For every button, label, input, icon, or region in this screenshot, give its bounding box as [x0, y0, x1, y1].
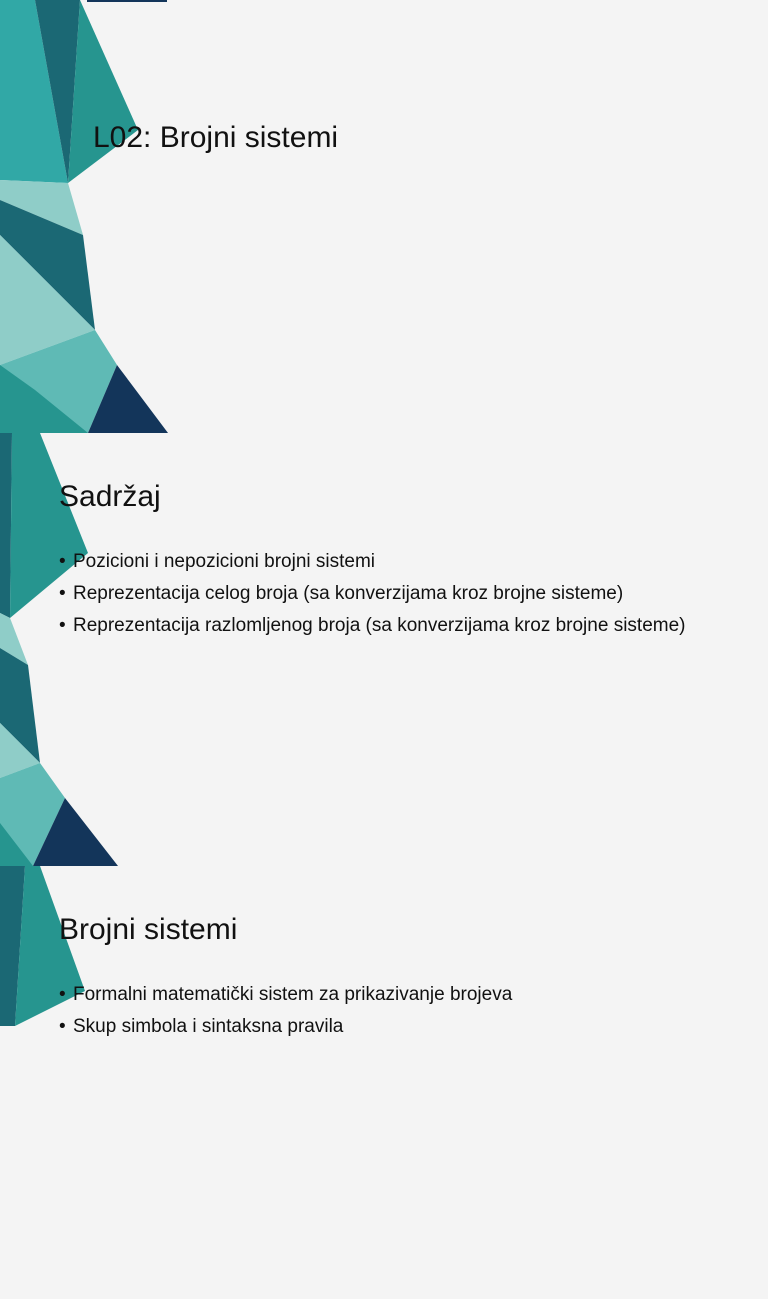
- slide-2: [0, 433, 768, 866]
- slide-3: [0, 866, 768, 1299]
- bullet-item: • Reprezentacija razlomljenog broja (sa konverzijama kroz brojne sisteme): [59, 614, 699, 638]
- bullet-item: • Reprezentacija celog broja (sa konverzijama kroz brojne sisteme): [59, 582, 699, 606]
- slide-title: L02: Brojni sistemi: [93, 121, 339, 154]
- bullet-list: [59, 983, 699, 1047]
- bullet-item: • Skup simbola i sintaksna pravila: [59, 1015, 699, 1039]
- bullet-item: • Formalni matematički sistem za prikazivanje brojeva: [59, 983, 699, 1007]
- slide-title: Brojni sistemi: [59, 913, 238, 946]
- bullet-list: [59, 550, 699, 646]
- bullet-item: • Pozicioni i nepozicioni brojni sistemi: [59, 550, 699, 574]
- slide-1: [0, 0, 768, 433]
- geometric-decoration: [0, 0, 170, 433]
- slide-title: Sadržaj: [59, 480, 161, 513]
